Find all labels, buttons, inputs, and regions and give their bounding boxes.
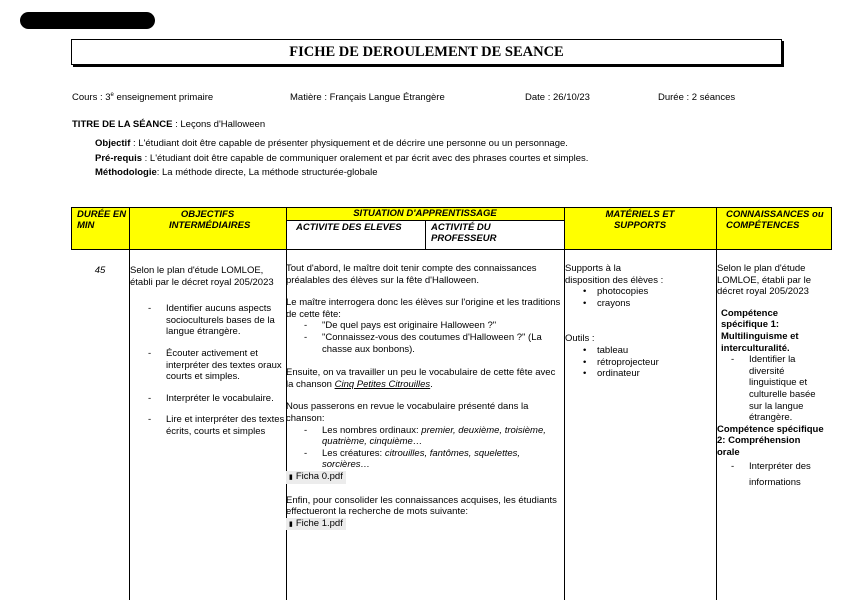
file-attachment[interactable]: ▮ Fiche 1.pdf (286, 518, 346, 531)
file-icon: ▮ (289, 473, 293, 481)
outils-label: Outils : (565, 333, 595, 345)
duree-info: Durée : 2 séances (658, 92, 736, 103)
header-activite-prof: ACTIVITÉ DU PROFESSEUR (431, 222, 497, 244)
materiels-cell (565, 263, 665, 380)
support-item: • crayons (579, 298, 665, 310)
objectifs-cell (130, 265, 285, 448)
objectif-item: - Écouter activement et interpréter des textes oraux courts et simples. (148, 348, 285, 383)
header-activite-eleves: ACTIVITE DES ELEVES (296, 222, 402, 233)
header-objectifs: OBJECTIFS INTERMÉDIAIRES (169, 209, 251, 231)
situation-p1: Tout d'abord, le maître doit tenir compte des connaissances préalables des élèves sur la fête d'Halloween. (286, 263, 537, 286)
support-item: • photocopies (579, 286, 665, 298)
prerequis-line: Pré-requis : L'étudiant doit être capable de communiquer oralement et par écrit avec des phrases courtes et simples. (95, 153, 589, 164)
objectifs-intro: Selon le plan d'étude LOMLOE, établi par le décret royal 205/2023 (130, 265, 274, 288)
competence-item: - Interpréter des informations (731, 459, 825, 491)
question-item: - "De quel pays est originaire Halloween ?" (304, 320, 561, 332)
connaissances-cell (717, 263, 825, 491)
situation-p5: Enfin, pour consolider les connaissances acquises, les étudiants effectueront la recherche de mots suivante: (286, 494, 557, 518)
header-materiels: MATÉRIELS ET SUPPORTS (605, 209, 675, 231)
duree-value: 45 (94, 265, 106, 276)
methodologie-line: Méthodologie: La méthode directe, La méthode structurée-globale (95, 167, 378, 178)
objectif-item: - Identifier aucuns aspects socioculturels bases de la langue étrangère. (148, 303, 285, 338)
objectif-item: - Lire et interpréter des textes écrits, courts et simples (148, 414, 285, 437)
outil-item: • ordinateur (579, 368, 665, 380)
header-connaissances: CONNAISSANCES ou COMPÉTENCES (726, 209, 824, 231)
competence-item: - Identifier la diversité linguistique et culturelle basée sur la langue étrangère. (731, 354, 825, 424)
file-icon: ▮ (289, 520, 293, 528)
objectif-item: - Interpréter le vocabulaire. (148, 393, 285, 405)
lesson-table (71, 207, 832, 600)
redacted-name (20, 12, 155, 29)
cours-info: Cours : 3e enseignement primaire (72, 92, 214, 104)
situation-cell (286, 263, 561, 530)
date-info: Date : 26/10/23 (525, 92, 590, 103)
page-title: FICHE DE DEROULEMENT DE SEANCE (71, 39, 782, 65)
vocab-item: - Les nombres ordinaux: premier, deuxième, troisième, quatrième, cinquième… (304, 425, 561, 448)
question-item: - "Connaissez-vous des coutumes d'Halloween ?" (La chasse aux bonbons). (304, 332, 561, 355)
matiere-info: Matière : Français Langue Étrangère (290, 92, 445, 103)
situation-p2: Le maître interrogera donc les élèves sur l'origine et les traditions de cette fête: (286, 297, 561, 320)
supports-label: Supports à la disposition des élèves : (565, 263, 664, 286)
situation-p4: Nous passerons en revue le vocabulaire présenté dans la chanson: (286, 401, 529, 424)
competence-1: Compétence spécifique 1: Multilinguisme et interculturalité. (721, 307, 799, 354)
connaissances-intro: Selon le plan d'étude LOMLOE, établi par le décret royal 205/2023 (717, 263, 811, 298)
header-duree: DURÉE EN MIN (77, 209, 127, 231)
situation-p3: Ensuite, on va travailler un peu le vocabulaire de cette fête avec la chanson Cinq Petites Citrouilles. (286, 367, 556, 390)
competence-2: Compétence spécifique 2: Compréhension orale (717, 423, 824, 458)
seance-title: TITRE DE LA SÉANCE : Leçons d'Halloween (72, 119, 266, 130)
outil-item: • tableau (579, 345, 665, 357)
song-title: Cinq Petites Citrouilles (334, 378, 431, 390)
outil-item: • rétroprojecteur (579, 357, 665, 369)
objectif-line: Objectif : L'étudiant doit être capable de présenter physiquement et de décrire une personne ou un personnage. (95, 138, 568, 149)
vocab-item: - Les créatures: citrouilles, fantômes, squelettes, sorcières… (304, 448, 561, 471)
file-attachment[interactable]: ▮ Ficha 0.pdf (286, 471, 346, 484)
header-situation: SITUATION D'APPRENTISSAGE (353, 208, 497, 219)
